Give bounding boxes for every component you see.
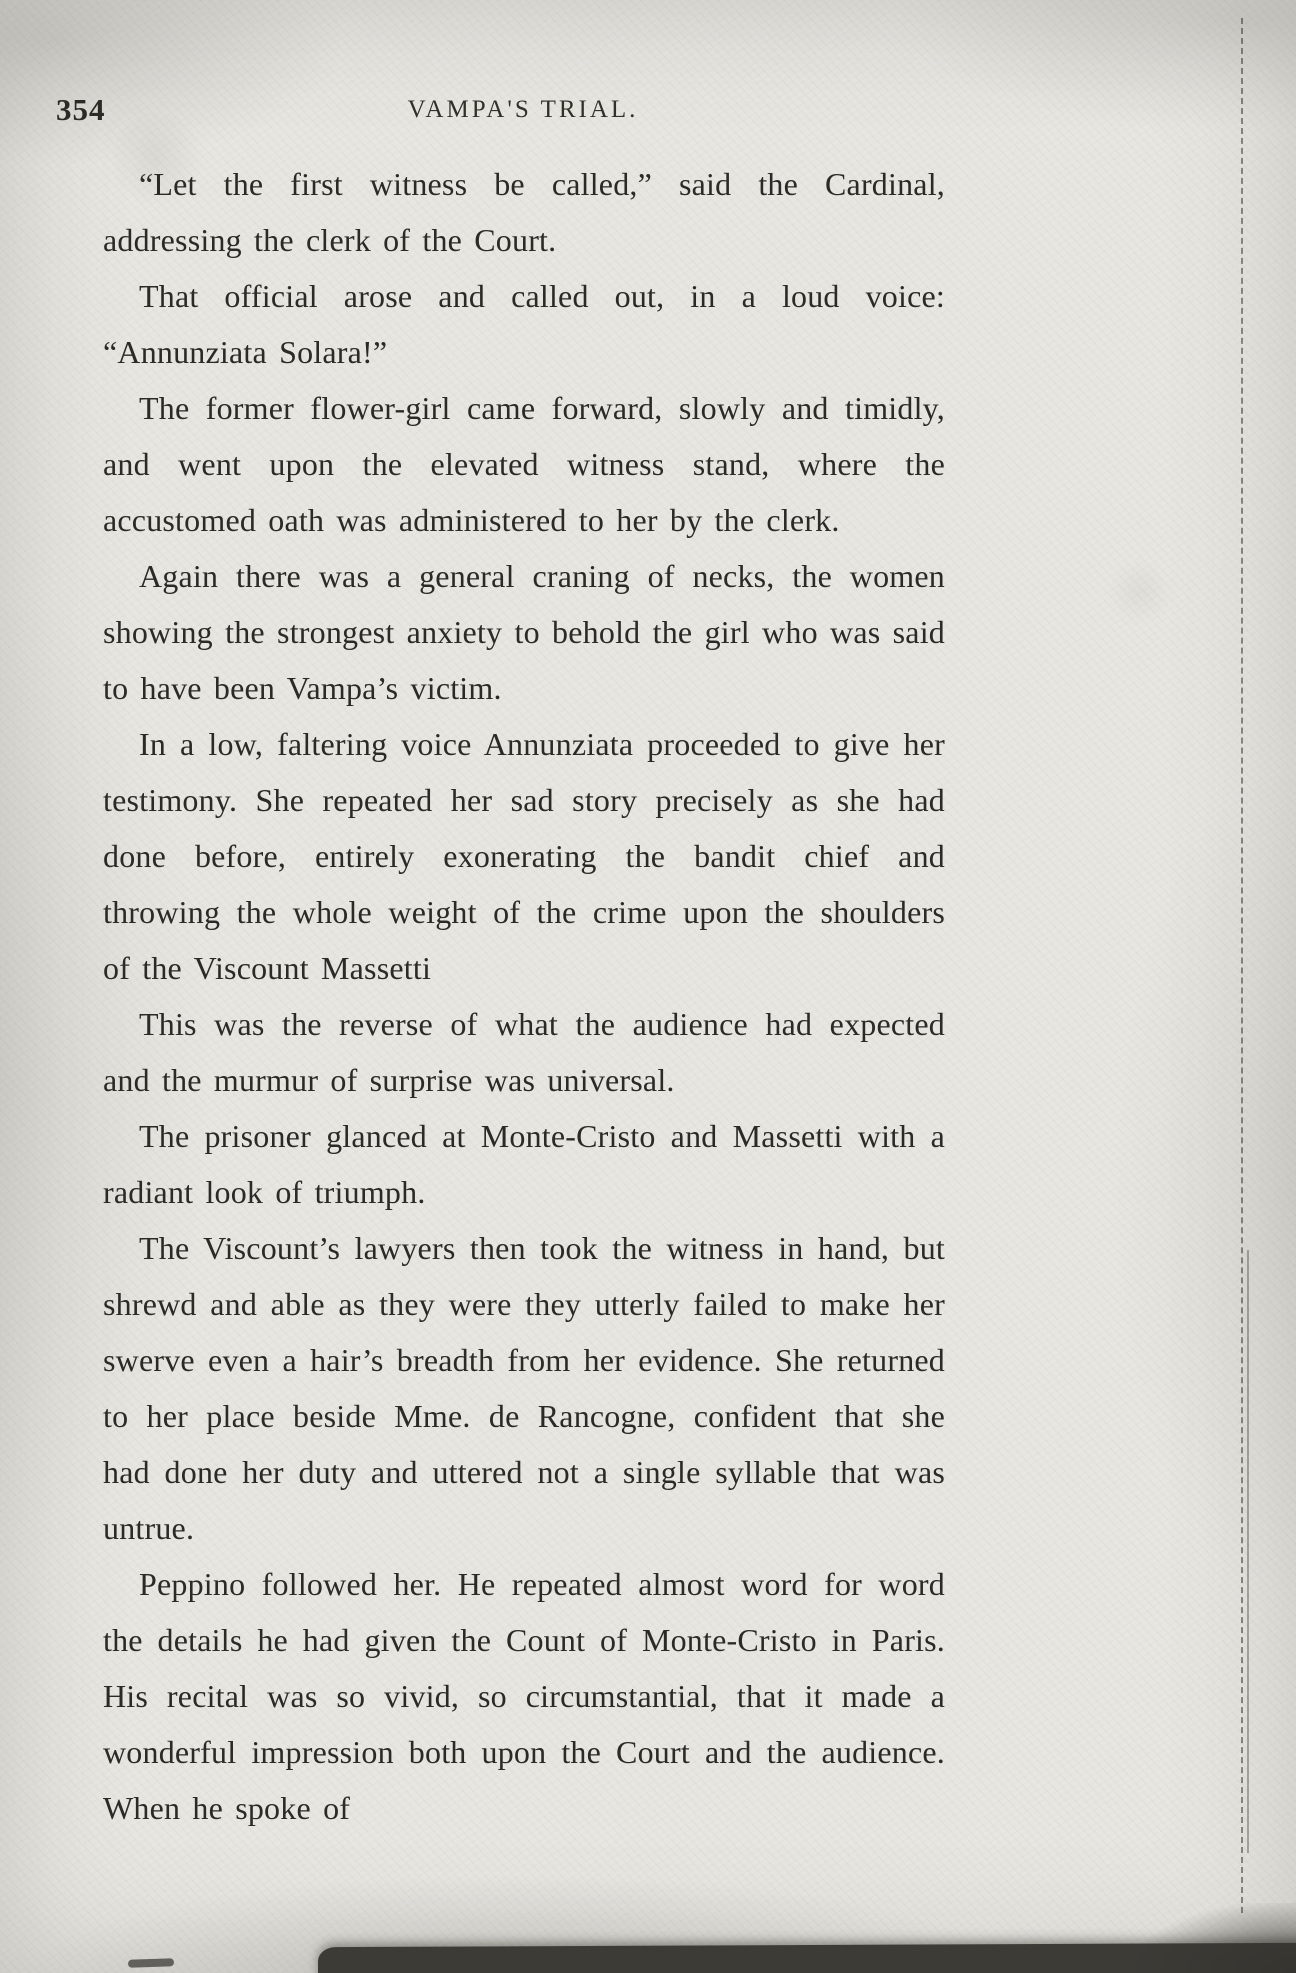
- paragraph: This was the reverse of what the audience had expected and the murmur of surprise was universal.: [103, 1006, 945, 1098]
- paragraph: The prisoner glanced at Monte-Cristo and Massetti with a radiant look of triumph.: [103, 1118, 945, 1210]
- running-header: VAMPA'S TRIAL.: [407, 96, 639, 123]
- paragraph: Peppino followed her. He repeated almost word for word the details he had given the Count of Monte-Cristo in Paris. His recital was so vivid, so circumstantial, that it made a wonderful impression both upon the Court and the audience. When he spoke of: [103, 1566, 945, 1826]
- paragraph: “Let the first witness be called,” said the Cardinal, addressing the clerk of the Court.: [103, 166, 945, 258]
- paragraph: Again there was a general craning of necks, the women showing the strongest anxiety to behold the girl who was said to have been Vampa’s victim.: [103, 558, 945, 706]
- page-text: [103, 156, 945, 1836]
- scan-corner-shadow: [1136, 1903, 1296, 1973]
- paragraph: The Viscount’s lawyers then took the witness in hand, but shrewd and able as they were they utterly failed to make her swerve even a hair’s breadth from her evidence. She returned to her place beside Mme. de Rancogne, confident that she had done her duty and uttered not a single syllable that was untrue.: [103, 1230, 945, 1546]
- page-number: 354: [56, 92, 106, 127]
- paragraph: The former flower-girl came forward, slowly and timidly, and went upon the elevated witness stand, where the accustomed oath was administered to her by the clerk.: [103, 390, 945, 538]
- scan-bottom-mark: [128, 1958, 174, 1968]
- page-edge-crease-secondary: [1247, 1250, 1249, 1853]
- paragraph: That official arose and called out, in a loud voice: “Annunziata Solara!”: [103, 278, 945, 370]
- page-edge-crease: [1241, 18, 1243, 1913]
- paragraph: In a low, faltering voice Annunziata proceeded to give her testimony. She repeated her sad story precisely as she had done before, entirely exonerating the bandit chief and throwing the whole weight of the crime upon the shoulders of the Viscount Massetti: [103, 726, 945, 986]
